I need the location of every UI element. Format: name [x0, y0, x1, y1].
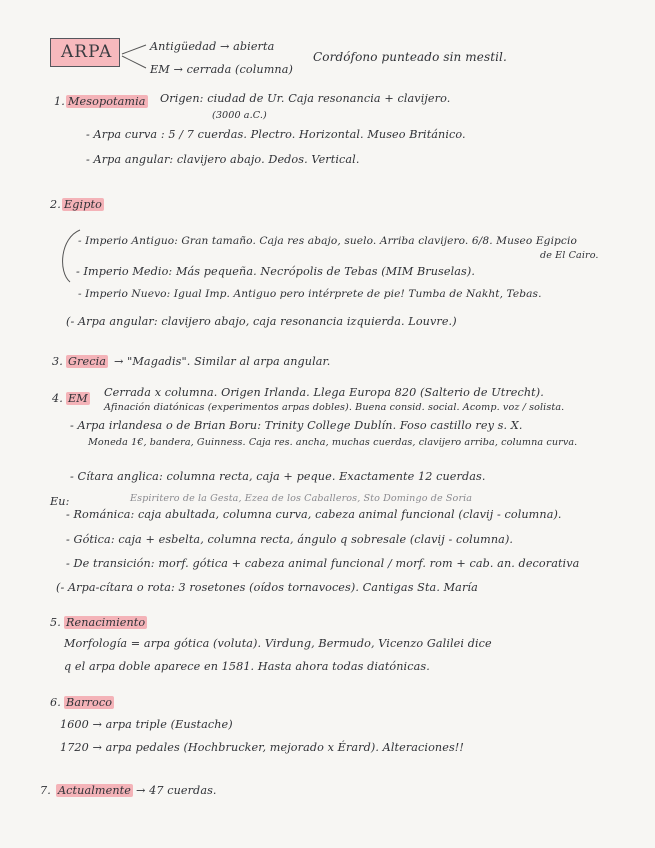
section-1-origin: Origen: ciudad de Ur. Caja resonancia + clavijero. — [160, 92, 451, 105]
egipto-imperio-antiguo-cont: de El Cairo. — [540, 250, 599, 261]
section-2-number: 2. — [50, 198, 61, 211]
section-6-number: 6. — [50, 696, 61, 709]
branch-line-top — [122, 45, 146, 54]
section-3-text: → "Magadis". Similar al arpa angular. — [114, 355, 331, 368]
title: ARPA — [61, 42, 113, 62]
renacimiento-line-1: Morfología = arpa gótica (voluta). Virdung, Bermudo, Vicenzo Galilei dice — [64, 637, 492, 650]
em-arpa-citara-rota: (- Arpa-cítara o rota: 3 rosetones (oídos tornavoces). Cantigas Sta. María — [56, 581, 478, 594]
branch-antiguedad: Antigüedad → abierta — [150, 40, 275, 53]
section-1-number: 1. — [54, 95, 65, 108]
em-transicion: - De transición: morf. gótica + cabeza animal funcional / morf. rom + cab. an. decorativa — [66, 557, 580, 570]
section-7-title: Actualmente — [58, 784, 131, 797]
eu-pencil-note: Espiritero de la Gesta, Ezea de los Caballeros, Sto Domingo de Soria — [130, 493, 473, 504]
em-romanica: - Románica: caja abultada, columna curva, cabeza animal funcional (clavij - columna). — [66, 508, 562, 521]
cordofono-definition: Cordófono punteado sin mestil. — [313, 50, 507, 64]
section-4-title: EM — [68, 392, 88, 405]
section-1-title: Mesopotamia — [68, 95, 146, 108]
em-line-2: Afinación diatónicas (experimentos arpas dobles). Buena consid. social. Acomp. voz / solista. — [104, 402, 565, 413]
section-1-date: (3000 a.C.) — [212, 110, 267, 121]
eu-label: Eu: — [50, 495, 70, 508]
egipto-imperio-nuevo: - Imperio Nuevo: Igual Imp. Antiguo pero intérprete de pie! Tumba de Nakht, Tebas. — [78, 288, 542, 300]
section-4-number: 4. — [52, 392, 63, 405]
section-5-number: 5. — [50, 616, 61, 629]
barroco-line-1: 1600 → arpa triple (Eustache) — [60, 718, 233, 731]
egipto-imperio-medio: - Imperio Medio: Más pequeña. Necrópolis de Tebas (MIM Bruselas). — [76, 265, 476, 278]
barroco-line-2: 1720 → arpa pedales (Hochbrucker, mejorado x Érard). Alteraciones!! — [60, 741, 464, 754]
section-6-title: Barroco — [66, 696, 113, 709]
em-line-1: Cerrada x columna. Origen Irlanda. Llega Europa 820 (Salterio de Utrecht). — [104, 386, 544, 399]
section-7-number: 7. — [40, 784, 51, 797]
em-arpa-irlandesa: - Arpa irlandesa o de Brian Boru: Trinity College Dublín. Foso castillo rey s. X. — [70, 419, 523, 432]
section-3-number: 3. — [52, 355, 63, 368]
section-3-title: Grecia — [68, 355, 107, 368]
section-2-title: Egipto — [64, 198, 102, 211]
section-7-text: → 47 cuerdas. — [136, 784, 217, 797]
section-1-arpa-angular: - Arpa angular: clavijero abajo. Dedos. Vertical. — [86, 153, 360, 166]
renacimiento-line-2: q el arpa doble aparece en 1581. Hasta ahora todas diatónicas. — [64, 660, 430, 673]
section-5-title: Renacimiento — [66, 616, 146, 629]
em-gotica: - Gótica: caja + esbelta, columna recta, ángulo q sobresale (clavij - columna). — [66, 533, 514, 546]
egipto-imperio-antiguo: - Imperio Antiguo: Gran tamaño. Caja res abajo, suelo. Arriba clavijero. 6/8. Museo Egipcio — [78, 235, 577, 247]
section-1-arpa-curva: - Arpa curva : 5 / 7 cuerdas. Plectro. Horizontal. Museo Británico. — [86, 128, 466, 141]
branch-em: EM → cerrada (columna) — [150, 63, 293, 76]
em-arpa-irlandesa-cont: Moneda 1€, bandera, Guinness. Caja res. ancha, muchas cuerdas, clavijero arriba, columna curva. — [88, 437, 578, 448]
branch-line-bottom — [122, 56, 146, 68]
em-citara-anglica: - Cítara anglica: columna recta, caja + peque. Exactamente 12 cuerdas. — [70, 470, 486, 483]
egipto-arpa-angular: (- Arpa angular: clavijero abajo, caja resonancia izquierda. Louvre.) — [66, 315, 457, 328]
